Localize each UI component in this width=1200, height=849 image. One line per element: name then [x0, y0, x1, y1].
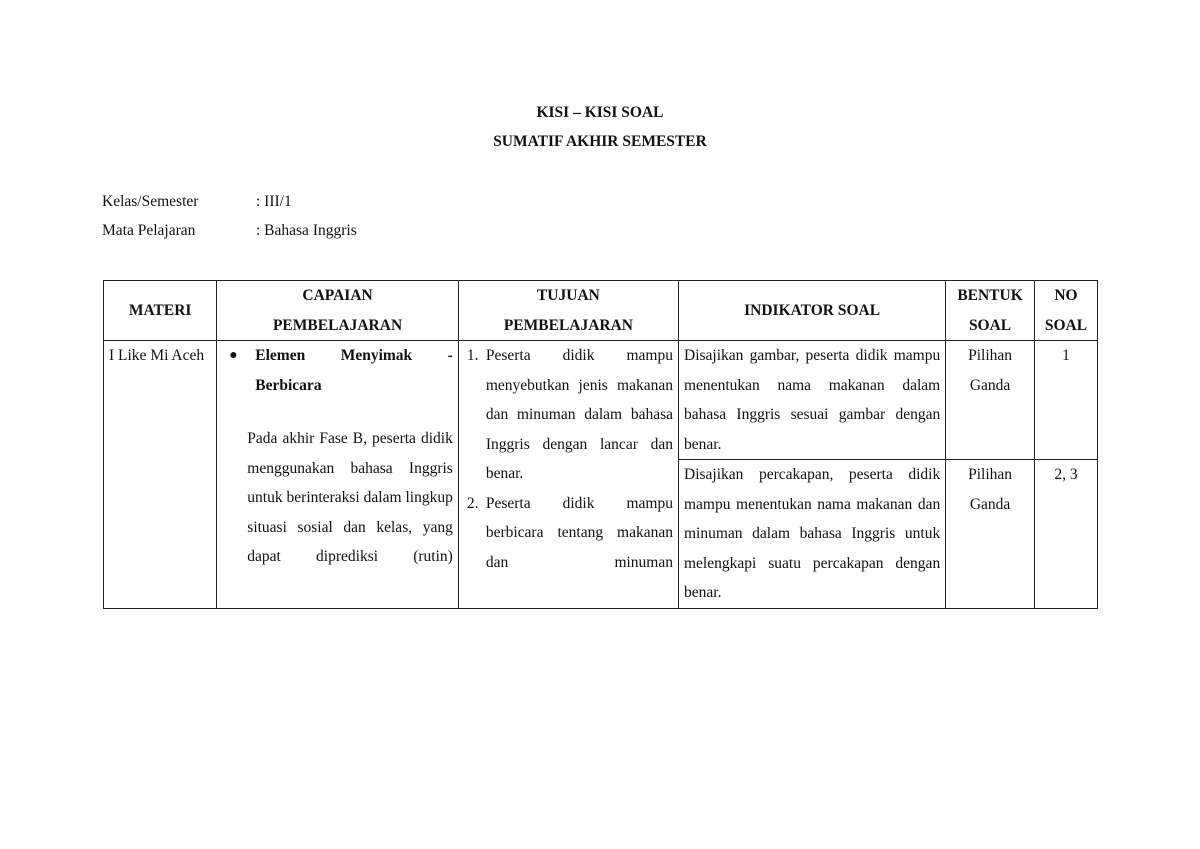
bullet-icon: ●	[229, 348, 238, 363]
header-no: NO SOAL	[1034, 281, 1097, 341]
cell-no-1: 1	[1034, 341, 1097, 460]
kisi-kisi-table	[103, 280, 1098, 609]
table-header-row	[104, 281, 1098, 341]
document-title: KISI – KISI SOAL	[536, 104, 664, 121]
cell-bentuk-2: Pilihan Ganda	[946, 460, 1035, 609]
kelas-value: : III/1	[256, 193, 292, 210]
capaian-heading: Elemen Menyimak - Berbicara	[255, 347, 453, 394]
header-capaian: CAPAIAN PEMBELAJARAN	[217, 281, 459, 341]
header-indikator: INDIKATOR SOAL	[679, 281, 946, 341]
cell-bentuk-1: Pilihan Ganda	[946, 341, 1035, 460]
header-materi: MATERI	[104, 281, 217, 341]
cell-indikator-1: Disajikan gambar, peserta didik mampu menentukan nama makanan dalam bahasa Inggris sesuai gambar dengan benar.	[679, 341, 946, 460]
cell-indikator-2: Disajikan percakapan, peserta didik mampu menentukan nama makanan dan minuman dalam bahasa Inggris untuk melengkapi suatu percakapan dengan benar.	[679, 460, 946, 609]
kelas-label: Kelas/Semester	[102, 193, 199, 210]
cell-capaian	[217, 341, 459, 609]
header-tujuan: TUJUAN PEMBELAJARAN	[458, 281, 678, 341]
capaian-body: Pada akhir Fase B, peserta didik menggunakan bahasa Inggris untuk berinteraksi dalam lingkup situasi sosial dan kelas, yang dapat diprediksi (rutin)	[247, 430, 453, 565]
header-bentuk: BENTUK SOAL	[946, 281, 1035, 341]
document-subtitle: SUMATIF AKHIR SEMESTER	[493, 133, 707, 150]
mapel-label: Mata Pelajaran	[102, 222, 196, 239]
cell-no-2: 2, 3	[1034, 460, 1097, 609]
table-row	[104, 341, 1098, 460]
tujuan-item-2: 2. Peserta didik mampu berbicara tentang makanan dan minuman	[466, 494, 673, 571]
cell-materi: I Like Mi Aceh	[104, 341, 217, 609]
tujuan-item-1: 1. Peserta didik mampu menyebutkan jenis makanan dan minuman dalam bahasa Inggris dengan lancar dan benar.	[466, 347, 673, 482]
mapel-value: : Bahasa Inggris	[256, 222, 357, 239]
cell-tujuan	[458, 341, 678, 609]
